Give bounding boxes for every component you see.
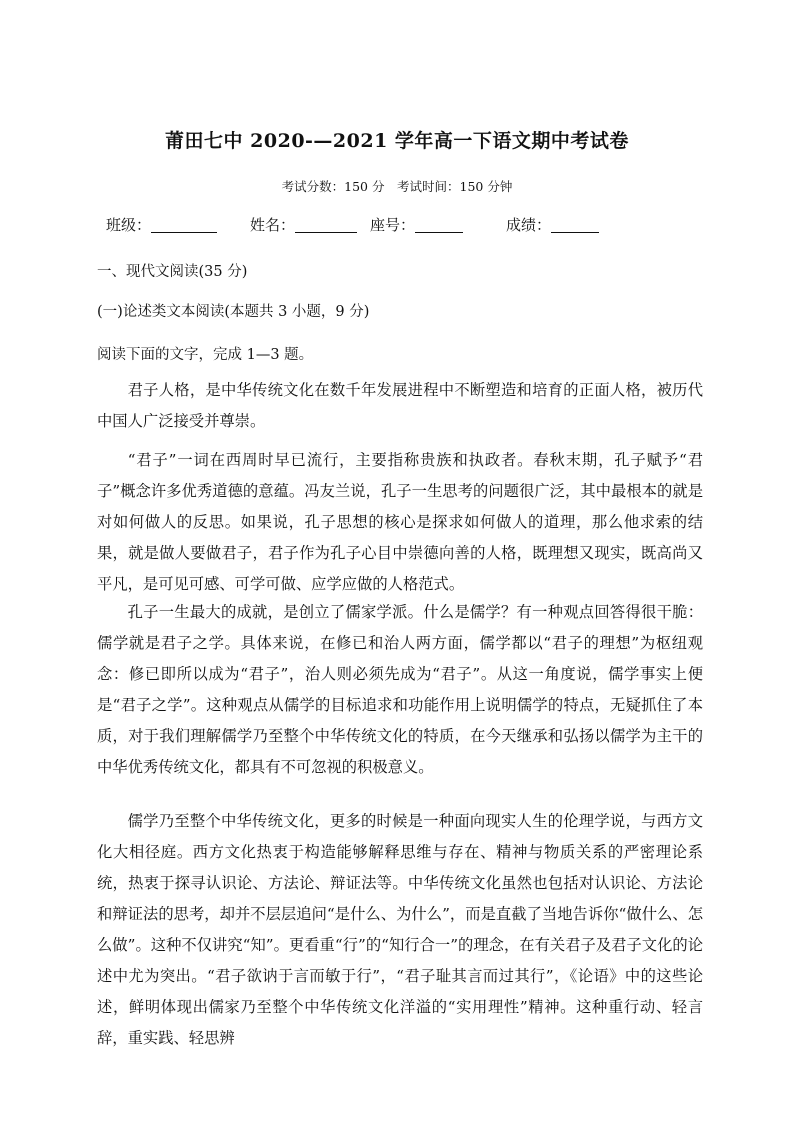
name-blank[interactable] [295,217,357,233]
score-label: 成绩： [506,216,552,234]
body-paragraph: 孔子一生最大的成就，是创立了儒家学派。什么是儒学？有一种观点回答得很干脆：儒学就是君子之学。具体来说，在修已和治人两方面，儒学都以“君子的理想”为枢纽观念：修已即所以成为“君子”，治人则必须先成为“君子”。从这一角度说，儒学事实上便是“君子之学”。这种观点从儒学的目标追求和功能作用上说明儒学的特点，无疑抓住了本质，对于我们理解儒学乃至整个中华传统文化的特质，在今天继承和弘扬以儒学为主干的中华优秀传统文化，都具有不可忽视的积极意义。 [97,603,703,776]
exam-title: 莆田七中 2020-—2021 学年高一下语文期中考试卷 [165,130,629,152]
seat-blank[interactable] [415,217,463,233]
class-field [106,214,217,235]
section-heading: 一、现代文阅读(35 分) [97,264,248,280]
reading-instruction: 阅读下面的文字，完成 1—3 题。 [97,347,314,363]
seat-label: 座号： [370,216,416,234]
name-field [250,214,357,235]
body-paragraph: 儒学乃至整个中华传统文化，更多的时候是一种面向现实人生的伦理学说，与西方文化大相径庭。西方文化热衷于构造能够解释思维与存在、精神与物质关系的严密理论系统，热衷于探寻认识论、方法论、辩证法等。中华传统文化虽然也包括对认识论、方法论和辩证法的思考，却并不层层追问“是什么、为什么”，而是直截了当地告诉你“做什么、怎么做”。这种不仅讲究“知”。更看重“行”的“知行合一”的理念，在有关君子及君子文化的论述中尤为突出。“君子欲讷于言而敏于行”，“君子耻其言而过其行”，《论语》中的这些论述，鲜明体现出儒家乃至整个中华传统文化洋溢的“实用理性”精神。这种重行动、轻言辞，重实践、轻思辨 [97,812,703,1047]
name-label: 姓名： [250,216,296,234]
body-paragraph: “君子”一词在西周时早已流行，主要指称贵族和执政者。春秋末期，孔子赋予“君子”概念许多优秀道德的意蕴。冯友兰说，孔子一生思考的问题很广泛，其中最根本的就是对如何做人的反思。如果说，孔子思想的核心是探求如何做人的道理，那么他求索的结果，就是做人要做君子，君子作为孔子心目中崇德向善的人格，既理想又现实，既高尚又平凡，是可见可感、可学可做、应学应做的人格范式。 [97,451,703,593]
score-field [506,214,599,235]
subsection-heading: (一)论述类文本阅读(本题共 3 小题，9 分) [97,304,370,320]
score-blank[interactable] [551,217,599,233]
body-paragraph: 君子人格，是中华传统文化在数千年发展进程中不断塑造和培育的正面人格，被历代中国人广泛接受并尊崇。 [97,381,703,430]
exam-info: 考试分数：150 分 考试时间：150 分钟 [281,179,513,194]
class-blank[interactable] [151,217,217,233]
class-label: 班级： [106,216,152,234]
seat-field [370,214,463,235]
